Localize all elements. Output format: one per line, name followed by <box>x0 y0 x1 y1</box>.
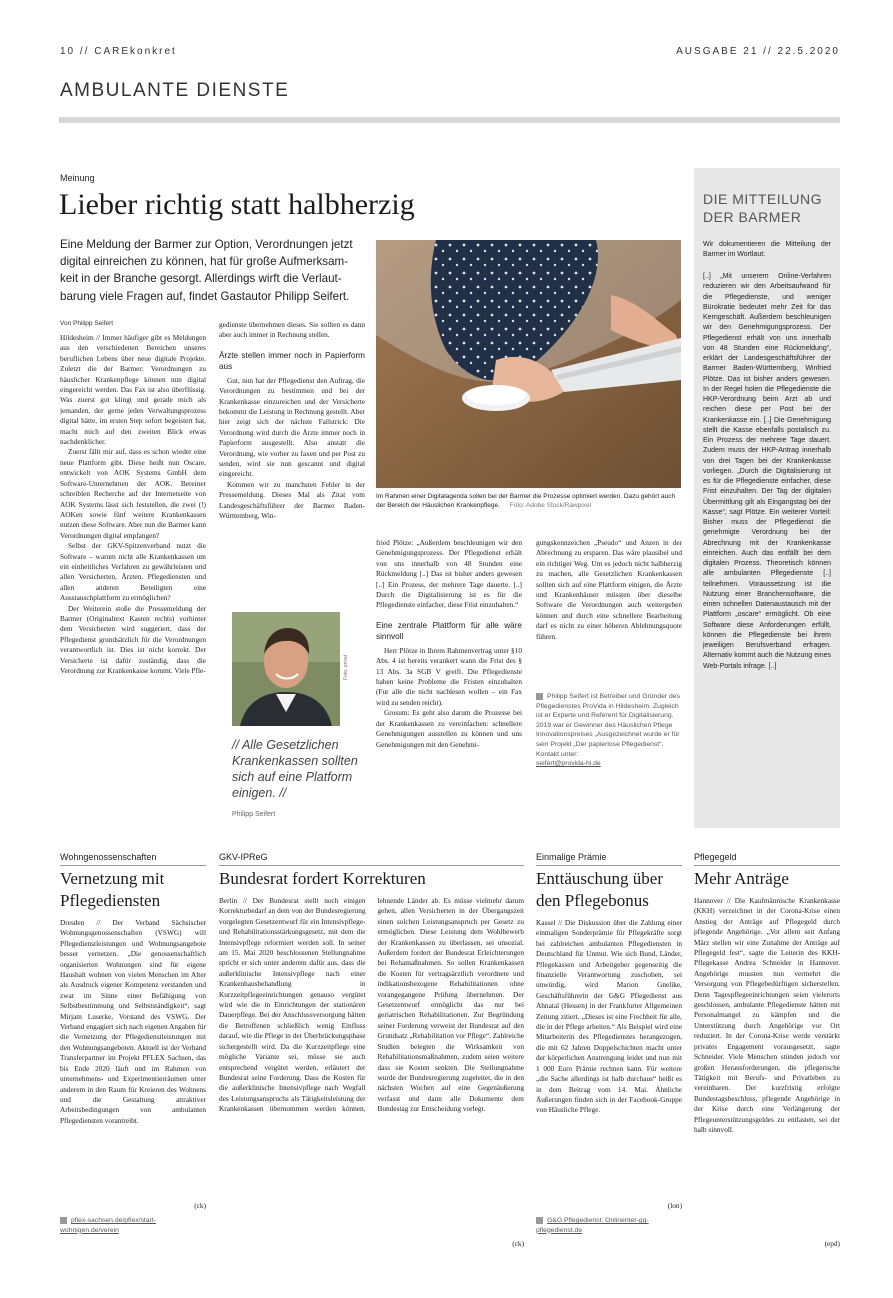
news-headline: Mehr Anträge <box>694 869 789 888</box>
article-lead: Eine Meldung der Barmer zur Option, Verordnungen jetzt digital einreichen zu können, hat für große Aufmerksam- keit in der Branche gesorgt. Allerdings wirft die Verlaut- barung viele Fragen auf, findet Gastautor Philipp Seifert. <box>60 238 353 303</box>
author-portrait <box>232 612 340 726</box>
news-divider <box>694 865 840 866</box>
article-column-3 <box>376 538 522 846</box>
section-rule <box>59 117 840 123</box>
issue-date: AUSGABE 21 // 22.5.2020 <box>676 46 840 57</box>
article-column-1 <box>60 333 206 845</box>
link-marker-icon <box>60 1217 67 1224</box>
news-kicker: GKV-IPReG <box>219 852 268 862</box>
news-headline: Vernetzung mit Pflegediensten <box>60 869 165 910</box>
article-paragraph: fried Plötze: „Außerdem beschleunigen wir den Genehmigungsprozess. Der Pflegedienst erhält von uns innerhalb von 48 Stunden eine Rückmeldung [..] Das ist bisher anders gewesen [..] Ein Prozess, der mehrere Tage dauerte. [..] Durch die Digitalisierung ist es für die Pflegedienste einfacher, diese Frist einzuhalten.“ <box>376 538 522 610</box>
article-title: Lieber richtig statt halbherzig <box>59 188 415 221</box>
news-signature: (lon) <box>667 1201 682 1210</box>
article-paragraph: Gut, nun hat der Pflegedienst den Auftrag, die Verordnungen zu bestimmen und bei der Krankenkasse einzureichen und der Versicherte bekommt die Leistung in Rechnung gestellt. Aber hier zeigt sich der nächste Fallstrick: Die Verordnung wird durch die Ärzte immer noch in Papierform ausgestellt. Also anstatt die Verordnung, wie vorher zu faxen und per Post zu senden, wird sie nun gescannt und digital eingereicht. <box>219 375 365 479</box>
article-subheading: Ärzte stellen immer noch in Papierform aus <box>219 350 365 371</box>
author-bio: Philipp Seifert ist Betreiber und Gründer des Pflegedienstes ProVida in Hildesheim. Zugleich ist er Experte und Referent für Digitalisierung. 2019 war er Gewinner des Häuslichen Pflege Innovationspreises „Ausgezeichnet wurde er für sein Projekt „Der papierlose Pflegedienst“. Kontakt unter: seifert@provida-hi.de <box>536 693 680 768</box>
article-column-4 <box>536 538 682 684</box>
article-subheading: Eine zentrale Plattform für alle wäre sinnvoll <box>376 620 522 641</box>
sidebar-title: DIE MITTEILUNG DER BARMER <box>703 191 823 225</box>
page-folio: 10 // CAREkonkret <box>60 46 177 57</box>
article-paragraph: gedienste übernehmen dieses. Sie sollten es dann aber auch immer in Rechnung stellen. <box>219 320 365 340</box>
article-kicker: Meinung <box>60 173 95 183</box>
section-title: AMBULANTE DIENSTE <box>60 80 290 101</box>
sidebar-intro: Wir dokumentieren die Mitteilung der Barmer im Wortlaut: <box>703 241 831 259</box>
news-divider <box>60 865 206 866</box>
pull-quote: // Alle Gesetzlichen Krankenkassen sollten sich auf eine Platform einigen. // <box>232 738 358 800</box>
article-paragraph: Selbst der GKV-Spitzenverband nutzt die Software – warum nicht alle Krankenkassen um ein einheitliches Verfahren zu gewährleisten und allen Versicherten, Ärzten, Pflegediensten und allen anderen Beteiligten eine Ausstauschplattform zu ermöglichen? <box>60 541 206 603</box>
news-kicker: Wohngenossenschaften <box>60 852 157 862</box>
sidebar-body: [..] „Mit unserem Online-Verfahren reduzieren wir den Arbeitsaufwand für die Pflegedienste, und weniger Bürokratie bedeutet mehr Zeit für das Kerngeschäft. Außerdem beschleunigen wir den Genehmigungsprozess. Der Pflegedienst erhält von uns innerhalb von 48 Stunden eine Rückmeldung“, erklärt der Landesgeschäftsführer der Barmer Baden-Württemberg, Winfried Plötze. Das ist bisher anders gewesen. In der Regel holen die Pflegedienste die HKP-Verordnung beim Arzt ab und reichen diese per Post bei der Krankenkasse ein. [..] Die Genehmigung stellt die Kasse ebenfalls postalisch zu. Ein Prozess der mehrere Tage dauert. Zudem muss der HKP-Antrag innerhalb von drei Tagen bei der Krankenkasse vorliegen. „Durch die Digitalisierung ist es für die Pflegedienste einfacher, diese Frist einzuhalten. Der Tag der digitalen Übermittlung gilt als Eingangstag bei der Kasse“, sagt Plötze. Ein weiterer Vorteil: Bisher muss der Pflegedienst die genehmigte Verordnung bei der Abrechnung mit der Krankenkasse einreichen. Auch das entfällt bei dem digitalen Prozess. Theoretisch können alle ambulanten Pflegedienste [..] teilnehmen. Voraussetzung ist die Nutzung einer Branchensoftware, die einen schnellen Datenaustausch mit der Plattform „oscare“ ermöglicht. Ob eine Software diese Anforderungen erfüllt, können die Pflegedienste bei ihrem jeweiligen Berufsverband erfragen. Alternativ kommt auch die Nutzung eines Web-Portals infrage. [..] <box>703 273 831 670</box>
news-body <box>536 918 682 1200</box>
link-marker-icon <box>536 1217 543 1224</box>
news-paragraph: Kassel // Die Diskussion über die Zahlung einer einmaligen Sonderprämie für Pflegekräfte sorgt bei zahlreichen ambulanten Pflegediensten in Deutschland für Unmut. Wie sich Bund, Länder, Pflegekassen und Arbeitgeber gegenseitig die finanzielle Verantwortung zuschoben, sei unwürdig, wird Marion Gnelike, Geschäftsführerin der G&G Pflegedienst aus Ahnatal (Hessen) in der Frankfurter Allgemeinen Zeitung zitiert. „Dieses ist eine Frechheit für alle, die in der Pflege arbeiten.“ Als Beispiel wird eine Mitarbeiterin des Pflegedienstes herangezogen, die mit 62 Jahren Doppelschichten macht unter der körperlichen Anstrengung leidet und nun mit 1 000 Euro Prämie rechnen kann. Für weitere „die Sache allerdings ist halb durchaus“ heißt es in dem Beitrag vom 14. Mai. Ähnliche Äußerungen finden sich in der Facebook-Gruppe von Häusliche Pflege. <box>536 918 682 1115</box>
news-body <box>60 918 206 1200</box>
bio-marker-icon <box>536 693 543 700</box>
news-link-text[interactable]: pflex-sachsen.de/pflex/start-wohnigen.de/verein <box>60 1217 157 1234</box>
article-paragraph: Herr Plötze in Ihrem Rahmenvertrag unter §10 Abs. 4 ist bereits verankert wann die Frist des § 13 Abs. 3a SGB V greift. Die Pflegedienste haben keine Probleme die Fristen einzuhalten (Fur alle die nicht nachlesen wollen – ein Fax wird zu senden reicht). <box>376 645 522 707</box>
author-email-link[interactable]: seifert@provida-hi.de <box>536 760 601 768</box>
news-kicker: Pflegegeld <box>694 852 737 862</box>
portrait-credit: Foto: privat <box>343 654 349 680</box>
photo-credit: Foto: Adobe Stock/Rawpixel <box>509 502 592 509</box>
news-body <box>694 896 840 1238</box>
news-body <box>219 896 524 1238</box>
news-signature: (ck) <box>194 1201 206 1210</box>
article-paragraph: Der Weiterein stoße die Pressemeldung der Barmer (Originaltext Kasten rechts) vorhinter dem Versicherten wird suggeriert, dass der Pflegedienst grundsätzlich für die Verordnungen verantwortlich ist. Dies ist nicht korrekt. Der Versicherte ist dafür zuständig, dass die Verordnung zur Krankenkasse kommt. Viele Pfle- <box>60 603 206 675</box>
news-headline: Bundesrat fordert Korrekturen <box>219 869 426 888</box>
quote-author: Philipp Seifert <box>232 811 276 818</box>
byline: Von Philipp Seifert <box>60 320 114 327</box>
news-paragraph: Dresden // Der Verband Sächsischer Wohnungsgenossenschaften (VSWG) will Pflegedienstleistungen und Wohnungsangebote besser vernetzen. „Die genossenschaftlich organisierten Wohnungen sind für eigene Haushalt wohnen von vielen Menschen im Alter als Ausdruck eigener Kompetenz verstanden und zwar im Sinne einer Befähigung von Selbstbestimmung und Selbstständigkeit“, sagt Mirjam Luserke, Vorstand des VSWG. Der Verband engagiert sich nach eigenen Angaben für die Vernetzung der Pflegedienstleistungen mit den Wohnungsangeboten. Aktuell ist der Verband Transferpartner im Projekt PFLEX Sachsen, das bis Ende 2020 läuft und im Rahmen von unternehmens- und Experimentierräumen unter anderem in den Raum für Kreieren des Wohnens und die Gestaltung attraktiver Arbeitsbedingungen von ambulanten Pflegediensten vorantreibt. <box>60 918 206 1125</box>
article-paragraph: Zuerst fällt mir auf, dass es schon wieder eine neue Plattform gibt. Diese heißt nun Oscare, entwickelt von AOK Systems GmbH dem Software-Unternehmen der AOK. Bereiner schreiblen Recherche auf der Internetseite von AOK Systems lässt sich feststellen, die zwei (!) AOKen sowie fünf weitere Krankenkassen nutzen diese Software. Aber nun die Barmer kann Verordnungen digital empfangen? <box>60 447 206 540</box>
photo-caption: Im Rahmen einer Digitalagenda sollen bei der Barmer die Prozesse optimiert werden. Dazu gehört auch der Bereich der Häuslichen Krankenpflege. Foto: Adobe Stock/Rawpixel <box>376 493 676 509</box>
article-photo <box>376 240 681 488</box>
news-paragraph: Hannover // Die Kaufmännische Krankenkasse (KKH) verzeichnet in der Corona-Krise einen Anstieg der Anträge auf Pflegegeld durch pflegende Angehörige. „Vor allem seit Anfang März stellen wir eine Zunahme der Anträge auf Pflegegeld fest“, sagte die Leiterin des KKH-Pflegekasse Andrea Schneider in Hannover. Angehörige mussten nun vermehrt die Versorgung von Pflegebedürftigen sicherstellen. Denn Tagespflegeeinrichtungen seien vielerorts geschlossen, ambulante Pflegedienste hätten mit Personalmangel zu kämpfen und die Unterstützung durch Angehörige vor Ort reduziert. In der Corona-Krise werde verstärkt privates Engagement vorausgesetzt, sagte Schneider. Viele Menschen stünden jedoch vor großen Herausforderungen, die pflegerische Tätigkeit mit Berufs- und Privatleben zu vereinbaren. Der kurzfristig erfolgte Bundestagsbeschluss, pflegende Angehörige in der Krise durch eine Verlängerung der Pflegeunterstützungsgeldes zu entlasten, sei der halb sinnvoll. <box>694 896 840 1134</box>
news-kicker: Einmalige Prämie <box>536 852 607 862</box>
article-paragraph: Grosum: Es geht also darum die Prozesse bei der Krankenkassen zu vereinfachen: schnellere Genehmigungen ausstellen zu können und uns Genehmigungen mit den Genehmi- <box>376 708 522 749</box>
news-signature: (epd) <box>824 1239 840 1248</box>
article-column-2 <box>219 320 365 610</box>
news-link[interactable] <box>60 1216 206 1235</box>
news-link[interactable] <box>536 1216 682 1235</box>
article-paragraph: gungskennzeichen „Pseudo“ und Anzen in der Abrechnung zu ersparen. Das wäre plausibel und ein richtiger Weg. Um es jedoch nicht halbherzig zu machen, alle Gesetzlichen Krankenkassen sollten sich auf eine Plattform einigen, die Ärzte und Krankenhäuser müssten über dieselbe Software die Verordnungen auch weitergeben können und durch eine schnellere Bearbeitung darf es nicht zu einer höheren Ablehnungsquote führen. <box>536 538 682 641</box>
news-signature: (ck) <box>512 1239 524 1248</box>
news-link-text[interactable]: G&G Pflegedienst: Onlinenter-gg-pflegedienst.de <box>536 1217 649 1234</box>
news-divider <box>536 865 682 866</box>
article-paragraph: Hildesheim // Immer häufiger gibt es Meldungen aus den verschiedenen Bereichen unseres beruflichen Lebens über neue digitale Projekte. Zuletzt die der Barmer: Verordnungen zu häuslicher Krankenpflege können nun digital eingereicht werden. Das Fax ist also überflüssig. Was zuerst gut klingt und gerade mich als jemanden, der gerne jeden Verwaltungsprozess digital hätte, im ersten Step sofort begeistert hat, macht mich auf den zweiten Blick etwas nachdenklicher. <box>60 333 206 447</box>
news-paragraph: Berlin // Der Bundesrat stellt noch einigen Korrekturbedarf an dem von der Bundesregierung vorgelegten Gesetzentwurf für ein Intensivpflege- und Rehabilitationsstärkungsgesetz, mit dem die Intensivpflege reformiert werden soll. In seiner am 15. Mai 2020 beschlossenen Stellungnahme spricht er sich unter anderem dafür aus, dass die außerklinische Intensivpflege nach einer Krankenhausbehandlung in Kurzzeitpflegeeinrichtungen genauso vergütet wird wie die in Einrichtungen der stationären Dauerpflege. Bei der Anschlussversorgung hätten die Betroffenen schließlich wenig Einfluss darauf, wie die Pflege in der Überbrückungsphase sichergestellt wird. Da die Kurzzeitpflege eine mögliche Variante sei, müsse sie auch entsprechend vergütet werden, erläutert der Bundesrat seine Forderung. Dass die Kosten für die außerklinische Intensivpflege nach Wegfall des Leistungsanspruchs als Tätigkeitsleistung der Krankenkassen übernommen werden können, lehnende Länder ab. Es müsse vielmehr darum gehen, allen Versicherten in der Übergangszeit einen solchen Leistungsanspruch per Gesetz zu ermöglichen. Diese Leistung dem Wohlbewerb der Krankenkassen zu überlassen, sei unsozial. Außerdem fordert der Bundesrat Erleichterungen bei Rehamaßnahmen. So sollen Krankenkassen die Kosten für vertragsärztlich verordnete und indikationsbezogene Rehabilitationen ohne vorangegangene Prüfung übernehmen. Der Gesetzentwurf ermöglicht das nur bei geriatrischen Rehabilitationen. Zur Begründung seiner Forderung verweist der Bundesrat auf den Grundsatz „Rehabilitation vor Pflege“. Zahlreiche Studien belegten die Wirksamkeit von Rehabilitationsmaßnahmen, zudem seien weitere dass sie Kosten senkten. Die Stellungnahme wurde der Bundesregierung zugeleitet, die in den nächsten Wochen auf eine Gegenäußerung verfasst und dann alle Dokumente dem Bundestag zur Entscheidung vorlegt. <box>219 896 524 1114</box>
article-paragraph: Kommen wir zu manchsten Fehler in der Pressemeldung. Dieses Mal als Zitat vom Landesgeschäftsführer der Barmer Baden-Württemberg, Win- <box>219 479 365 521</box>
news-headline: Enttäuschung über den Pflegebonus <box>536 869 663 910</box>
news-divider <box>219 865 524 866</box>
